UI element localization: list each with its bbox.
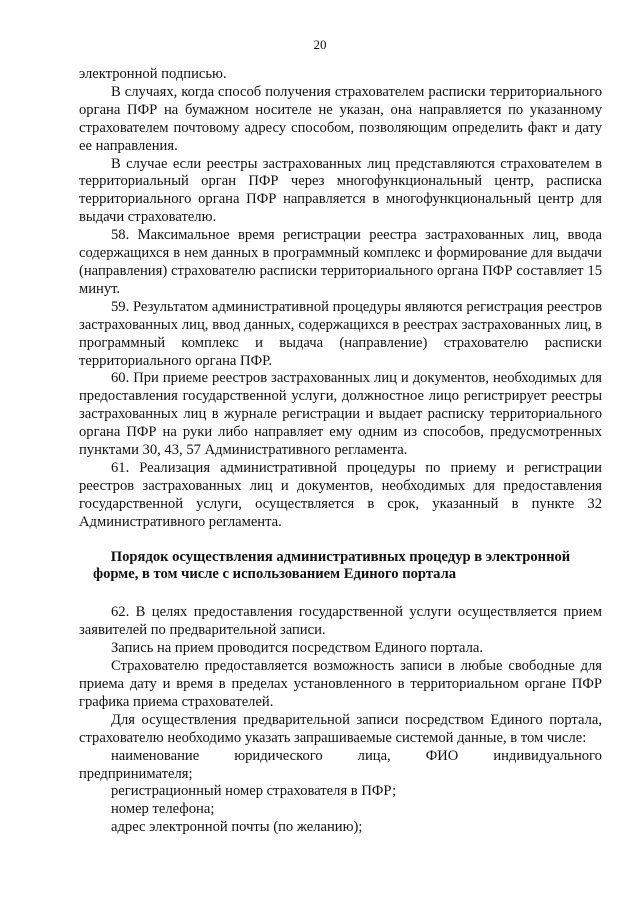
paragraph: В случаях, когда способ получения страхователем расписки территориального органа ПФР на бумажном носителе не указан, она направляется по указанному страхователем почтовому адресу способом, позволяющим определить факт и дату ее направления. [79, 83, 602, 154]
list-item-1-continuation: предпринимателя; [79, 765, 193, 782]
paragraph-62: 62. В целях предоставления государственной услуги осуществляется прием заявителей по предварительной записи. [79, 604, 602, 639]
section-heading: Порядок осуществления административных процедур в электронной форме, в том числе с использованием Единого портала [93, 548, 571, 583]
list-word: ФИО [425, 747, 459, 764]
paragraph-61: 61. Реализация административной процедуры по приему и регистрации реестров застрахованных лиц и документов, необходимых для предоставления государственной услуги, осуществляется в срок, указанный в пункте 32 Административного регламента. [79, 459, 602, 530]
list-word: юридического [234, 747, 323, 764]
list-word: наименование [111, 747, 200, 764]
paragraph: Для осуществления предварительной записи посредством Единого портала, страхователю необходимо указать запрашиваемые системой данные, в том числе: [79, 711, 602, 746]
page-number: 20 [313, 37, 327, 52]
paragraph: Страхователю предоставляется возможность записи в любые свободные для приема дату и время в пределах установленного в территориальном органе ПФР графика приема страхователей. [79, 658, 602, 710]
list-item-1 [79, 748, 602, 766]
list-item-3: номер телефона; [111, 801, 215, 818]
list-word: индивидуального [493, 747, 602, 764]
paragraph: электронной подписью. [79, 66, 227, 82]
paragraph-59: 59. Результатом административной процедуры являются регистрация реестров застрахованных лиц, ввод данных, содержащихся в реестрах застрахованных лиц, в программный комплекс и выдача (направление) страхователю расписки территориального органа ПФР. [79, 298, 602, 369]
list-word: лица, [357, 747, 391, 764]
paragraph: В случае если реестры застрахованных лиц представляются страхователем в территориальный орган ПФР через многофункциональный центр, расписка территориального органа ПФР направляется в многофункциональный центр для выдачи страхователю. [79, 155, 602, 226]
paragraph-58: 58. Максимальное время регистрации реестра застрахованных лиц, ввода содержащихся в нем данных в программный комплекс и формирование для выдачи (направления) страхователю расписки территориального органа ПФР составляет 15 минут. [79, 227, 602, 297]
list-item-2: регистрационный номер страхователя в ПФР; [111, 783, 397, 800]
document-body [79, 66, 602, 837]
paragraph-60: 60. При приеме реестров застрахованных лиц и документов, необходимых для предоставления государственной услуги, должностное лицо регистрирует реестры застрахованных лиц в журнале регистрации и выдает расписку территориального органа ПФР на руки либо направляет ему одним из способов, предусмотренных пунктами 30, 43, 57 Административного регламента. [79, 370, 602, 459]
paragraph: Запись на прием проводится посредством Единого портала. [111, 640, 484, 657]
list-item-4: адрес электронной почты (по желанию); [111, 819, 363, 836]
